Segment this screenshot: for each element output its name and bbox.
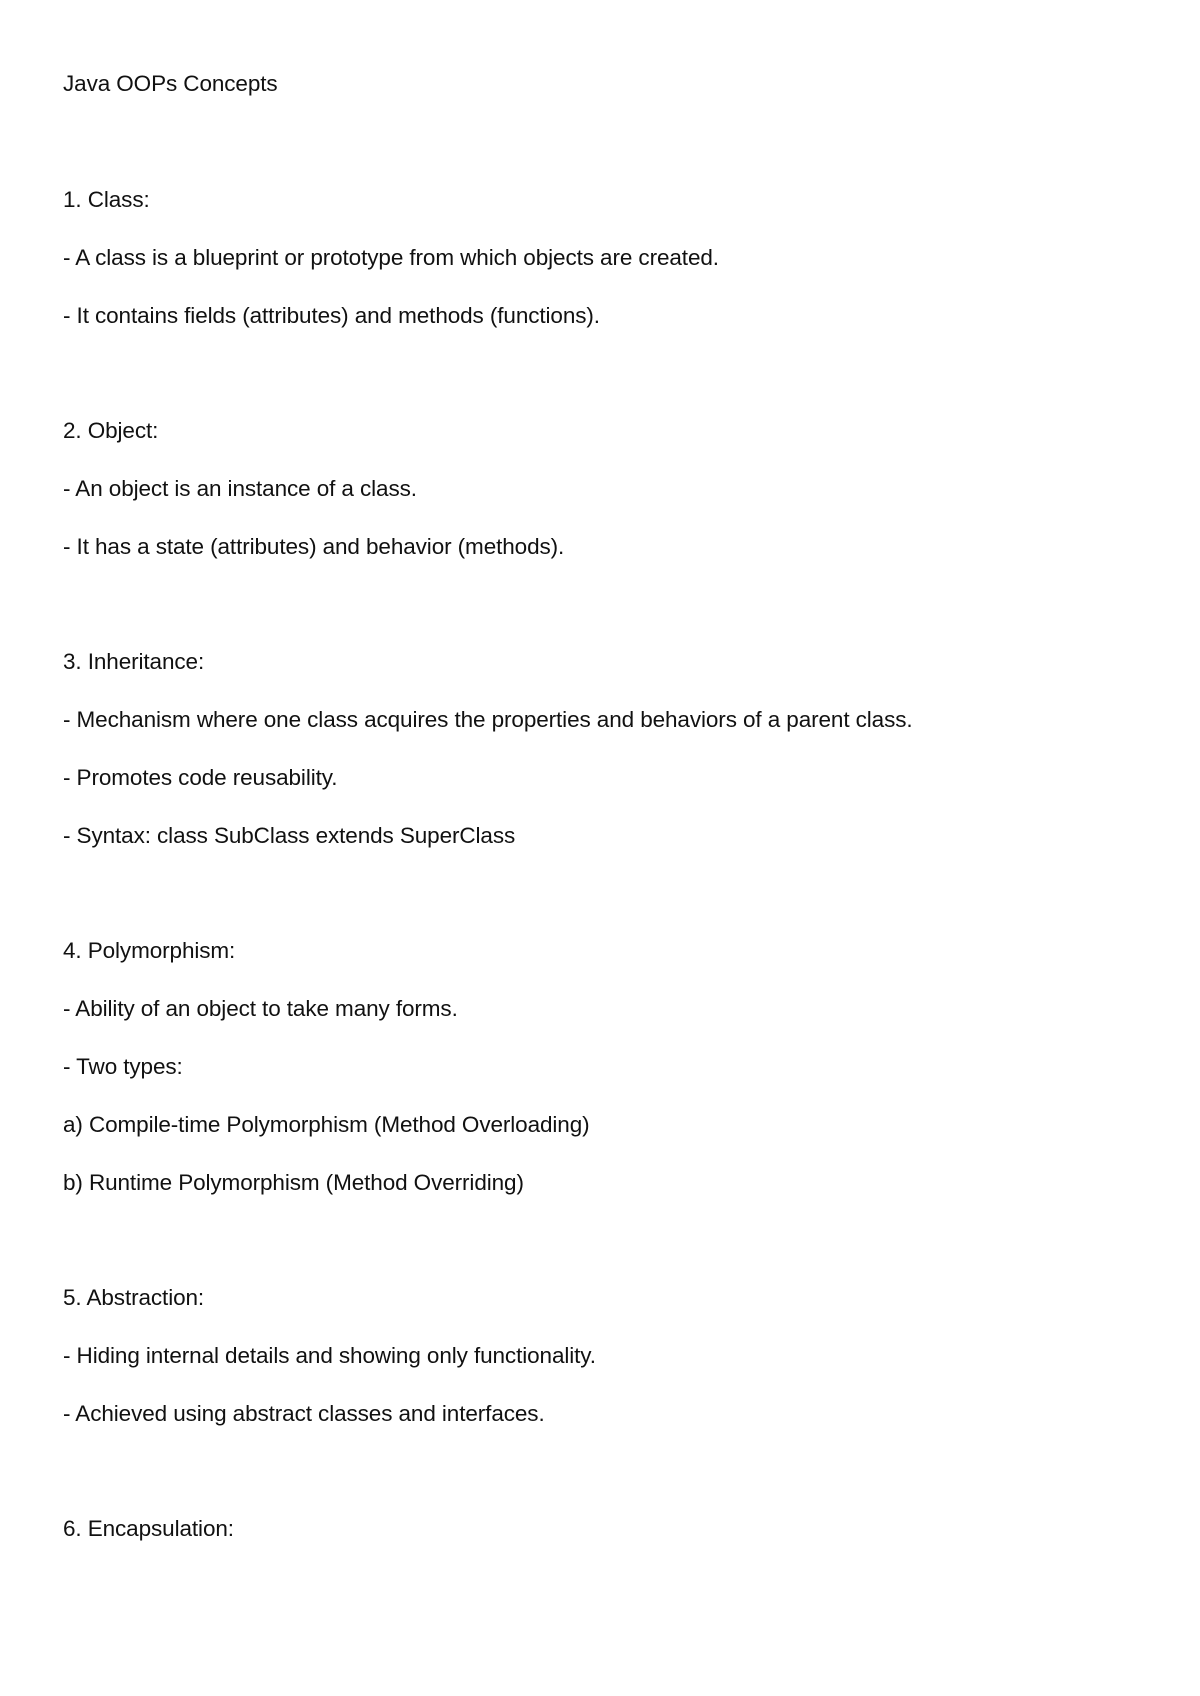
section-line: - A class is a blueprint or prototype from which objects are created. (63, 245, 719, 270)
section-line: - Mechanism where one class acquires the properties and behaviors of a parent class. (63, 707, 913, 732)
document-title: Java OOPs Concepts (63, 71, 278, 96)
section-heading-inheritance: 3. Inheritance: (63, 649, 205, 674)
section-line: - Promotes code reusability. (63, 765, 338, 790)
document-page (63, 0, 1163, 1696)
section-heading-class: 1. Class: (63, 187, 150, 212)
section-heading-object: 2. Object: (63, 418, 159, 443)
section-line: b) Runtime Polymorphism (Method Overriding) (63, 1170, 524, 1195)
section-line: - It has a state (attributes) and behavior (methods). (63, 534, 565, 559)
section-line: - Achieved using abstract classes and interfaces. (63, 1401, 545, 1426)
section-line: - Hiding internal details and showing only functionality. (63, 1343, 596, 1368)
section-line: - It contains fields (attributes) and methods (functions). (63, 303, 600, 328)
section-heading-encapsulation: 6. Encapsulation: (63, 1516, 234, 1541)
section-line: a) Compile-time Polymorphism (Method Overloading) (63, 1112, 590, 1137)
section-line: - An object is an instance of a class. (63, 476, 417, 501)
section-heading-abstraction: 5. Abstraction: (63, 1285, 205, 1310)
section-heading-polymorphism: 4. Polymorphism: (63, 938, 236, 963)
section-line: - Ability of an object to take many forms. (63, 996, 458, 1021)
section-line: - Syntax: class SubClass extends SuperClass (63, 823, 516, 848)
section-line: - Two types: (63, 1054, 183, 1079)
